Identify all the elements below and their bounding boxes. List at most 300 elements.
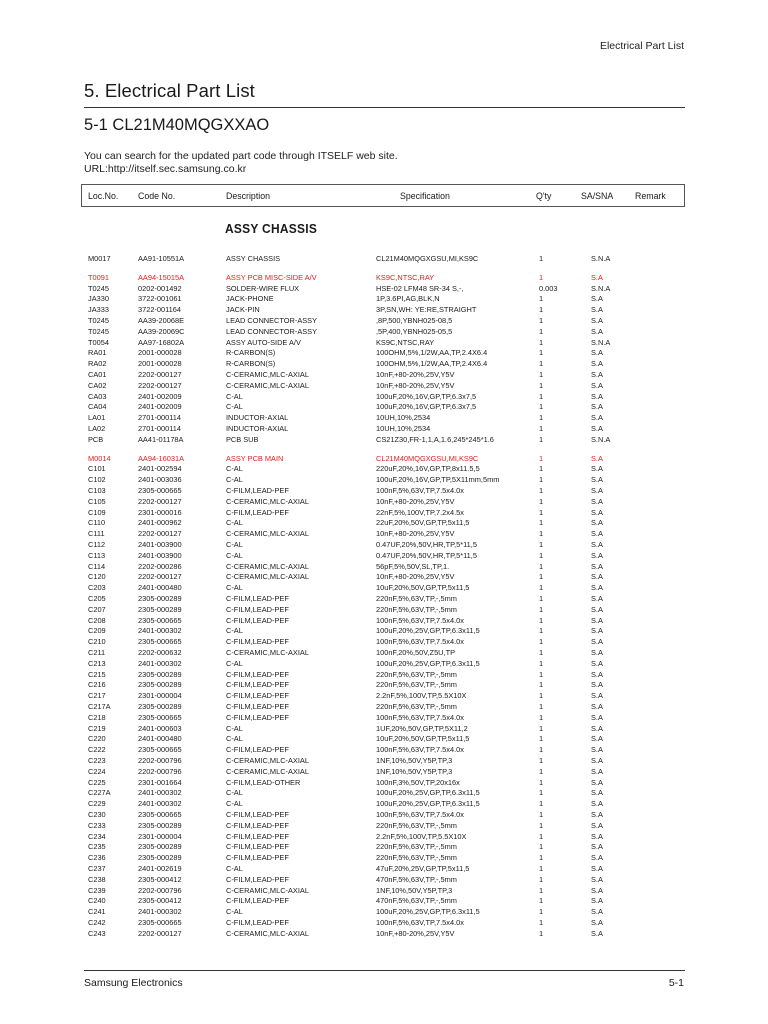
cell-code: 2202-000127 — [138, 529, 182, 539]
cell-spec: 3P,SN,WH: YE:RE,STRAIGHT — [376, 305, 477, 315]
cell-spec: 10uF,20%,50V,GP,TP,5x11,5 — [376, 583, 470, 593]
table-row — [0, 604, 768, 615]
cell-qty: 1 — [539, 896, 544, 906]
col-header-code: Code No. — [138, 191, 176, 201]
cell-spec: 100nF,5%,63V,TP,7.5x4.0x — [376, 918, 464, 927]
cell-code: 2305-000289 — [138, 702, 182, 711]
cell-loc: C218 — [88, 712, 106, 722]
cell-sa: S.A — [591, 874, 603, 884]
cell-loc: C120 — [88, 572, 106, 582]
cell-code: 2401-000302 — [138, 626, 182, 636]
section-title: 5-1 CL21M40MQGXXAO — [84, 116, 270, 134]
cell-sa: S.A — [591, 507, 603, 517]
table-row — [0, 496, 768, 507]
intro-line-1: You can search for the updated part code through ITSELF web site. — [84, 150, 398, 162]
cell-qty: 1 — [539, 540, 544, 549]
table-row — [0, 766, 768, 777]
cell-desc: C-AL — [226, 540, 243, 549]
cell-code: 2401-002009 — [138, 391, 182, 401]
cell-sa: S.A — [591, 756, 603, 765]
cell-sa: S.A — [591, 453, 603, 463]
cell-loc: M0017 — [88, 254, 111, 263]
table-row — [0, 474, 768, 485]
cell-desc: R-CARBON(S) — [226, 359, 276, 369]
cell-spec: 100OHM,5%,1/2W,AA,TP,2.4X6.4 — [376, 348, 488, 358]
cell-desc: C-AL — [226, 799, 243, 809]
cell-qty: 1 — [539, 529, 544, 539]
cell-sa: S.A — [591, 518, 603, 528]
cell-desc: C-FILM,LEAD-PEF — [226, 669, 289, 679]
cell-spec: 0.47UF,20%,50V,HR,TP,5*11,5 — [376, 540, 477, 549]
cell-code: 2202-000796 — [138, 766, 182, 776]
cell-loc: C114 — [88, 561, 106, 571]
cell-sa: S.A — [591, 658, 603, 668]
cell-sa: S.A — [591, 561, 603, 571]
cell-code: 2301-000004 — [138, 691, 182, 701]
cell-sa: S.A — [591, 648, 603, 657]
cell-qty: 1 — [539, 756, 544, 765]
cell-loc: T0245 — [88, 316, 109, 325]
cell-spec: 100nF,5%,63V,TP,7.5x4.0x — [376, 637, 464, 647]
cell-qty: 1 — [539, 810, 544, 819]
cell-code: 2202-000127 — [138, 370, 182, 379]
intro-line-2: URL:http://itself.sec.samsung.co.kr — [84, 163, 247, 175]
cell-code: 2305-000665 — [138, 918, 182, 927]
table-row — [0, 863, 768, 874]
cell-spec: 47uF,20%,25V,GP,TP,5x11,5 — [376, 864, 470, 873]
cell-sa: S.A — [591, 853, 603, 863]
cell-spec: 100uF,20%,25V,GP,TP,6.3x11,5 — [376, 788, 480, 798]
cell-sa: S.A — [591, 810, 603, 819]
table-row — [0, 777, 768, 788]
cell-code: 2305-000289 — [138, 669, 182, 679]
cell-loc: C236 — [88, 853, 106, 863]
cell-loc: CA02 — [88, 380, 107, 390]
cell-qty: 1 — [539, 326, 544, 336]
cell-desc: C-AL — [226, 723, 243, 733]
cell-loc: C208 — [88, 615, 106, 625]
table-row — [0, 283, 768, 294]
cell-code: 2001-000028 — [138, 348, 182, 358]
table-row — [0, 820, 768, 831]
chapter-title: 5. Electrical Part List — [84, 80, 255, 101]
cell-code: 2305-000412 — [138, 896, 182, 906]
cell-sa: S.A — [591, 918, 603, 927]
table-row — [0, 733, 768, 744]
cell-desc: C-FILM,LEAD-PEF — [226, 918, 289, 927]
cell-code: 0202-001492 — [138, 283, 182, 293]
cell-spec: 220nF,5%,63V,TP,-,5mm — [376, 820, 457, 830]
cell-sa: S.A — [591, 842, 603, 852]
footer-rule — [84, 970, 685, 971]
cell-desc: C-AL — [226, 583, 243, 593]
cell-code: 2701-000114 — [138, 424, 182, 433]
cell-loc: C219 — [88, 723, 106, 733]
cell-desc: C-FILM,LEAD-PEF — [226, 604, 289, 614]
cell-desc: C-FILM,LEAD-PEF — [226, 896, 289, 906]
cell-code: 2305-000289 — [138, 853, 182, 863]
table-row — [0, 723, 768, 734]
cell-spec: 1UF,20%,50V,GP,TP,5X11,2 — [376, 723, 468, 733]
cell-spec: 100uF,20%,25V,GP,TP,6.3x11,5 — [376, 626, 480, 636]
cell-sa: S.A — [591, 820, 603, 830]
cell-spec: 1NF,10%,50V,Y5P,TP,3 — [376, 885, 453, 895]
cell-desc: ASSY AUTO-SIDE A/V — [226, 337, 301, 347]
cell-sa: S.A — [591, 615, 603, 625]
cell-code: 2202-000127 — [138, 496, 182, 506]
cell-code: AA94-15015A — [138, 272, 185, 282]
cell-loc: C203 — [88, 583, 106, 593]
cell-qty: 1 — [539, 788, 544, 798]
cell-spec: 10nF,+80-20%,25V,Y5V — [376, 928, 455, 938]
cell-desc: C-CERAMIC,MLC-AXIAL — [226, 766, 309, 776]
cell-code: 2701-000114 — [138, 413, 182, 423]
cell-qty: 1 — [539, 380, 544, 390]
cell-desc: ASSY PCB MAIN — [226, 453, 284, 463]
cell-qty: 1 — [539, 723, 544, 733]
cell-spec: 220nF,5%,63V,TP,-,5mm — [376, 702, 457, 711]
cell-sa: S.A — [591, 496, 603, 506]
table-row — [0, 647, 768, 658]
cell-sa: S.A — [591, 583, 603, 593]
cell-qty: 1 — [539, 550, 544, 560]
cell-desc: LEAD CONNECTOR-ASSY — [226, 326, 318, 336]
cell-sa: S.N.A — [591, 254, 611, 263]
table-row — [0, 347, 768, 358]
cell-qty: 1 — [539, 885, 544, 895]
cell-sa: S.A — [591, 540, 603, 549]
cell-code: 2401-000962 — [138, 518, 182, 528]
cell-loc: C234 — [88, 831, 106, 841]
cell-loc: C242 — [88, 918, 106, 927]
table-row — [0, 550, 768, 561]
cell-code: 2301-000016 — [138, 507, 182, 517]
cell-sa: S.A — [591, 734, 603, 744]
cell-desc: LEAD CONNECTOR-ASSY — [226, 316, 318, 325]
cell-sa: S.A — [591, 529, 603, 539]
cell-desc: C-CERAMIC,MLC-AXIAL — [226, 572, 309, 582]
cell-desc: C-AL — [226, 788, 243, 798]
cell-loc: C240 — [88, 896, 106, 906]
cell-code: 2305-000289 — [138, 594, 182, 603]
cell-desc: C-CERAMIC,MLC-AXIAL — [226, 380, 309, 390]
cell-loc: C103 — [88, 486, 106, 495]
cell-code: 2305-000665 — [138, 810, 182, 819]
cell-spec: 10nF,+80-20%,25V,Y5V — [376, 496, 455, 506]
cell-desc: C-FILM,LEAD-PEF — [226, 680, 289, 690]
cell-sa: S.A — [591, 464, 603, 474]
cell-sa: S.A — [591, 272, 603, 282]
cell-qty: 1 — [539, 294, 544, 304]
cell-qty: 1 — [539, 874, 544, 884]
cell-qty: 1 — [539, 658, 544, 668]
cell-spec: 100nF,5%,63V,TP,7.5x4.0x — [376, 745, 464, 755]
cell-loc: C102 — [88, 475, 106, 485]
cell-loc: C225 — [88, 777, 106, 787]
cell-qty: 1 — [539, 712, 544, 722]
cell-sa: S.A — [591, 413, 603, 423]
cell-sa: S.A — [591, 326, 603, 336]
cell-desc: C-FILM,LEAD-PEF — [226, 486, 289, 495]
cell-sa: S.A — [591, 305, 603, 315]
cell-code: AA39-20069C — [138, 326, 185, 336]
table-row — [0, 507, 768, 518]
cell-loc: T0054 — [88, 337, 109, 347]
cell-qty: 1 — [539, 842, 544, 852]
cell-loc: C223 — [88, 756, 106, 765]
cell-loc: JA333 — [88, 305, 109, 315]
cell-spec: 470nF,5%,63V,TP,-,5mm — [376, 896, 457, 906]
cell-code: 2401-000302 — [138, 907, 182, 917]
cell-code: 2401-002594 — [138, 464, 182, 474]
cell-sa: S.A — [591, 348, 603, 358]
cell-qty: 1 — [539, 348, 544, 358]
cell-loc: PCB — [88, 434, 104, 444]
cell-desc: C-CERAMIC,MLC-AXIAL — [226, 370, 309, 379]
cell-loc: JA330 — [88, 294, 109, 304]
cell-desc: R-CARBON(S) — [226, 348, 276, 358]
table-row — [0, 304, 768, 315]
table-row — [0, 679, 768, 690]
cell-desc: C-CERAMIC,MLC-AXIAL — [226, 529, 309, 539]
cell-loc: C224 — [88, 766, 106, 776]
cell-code: 2202-000796 — [138, 756, 182, 765]
table-row — [0, 625, 768, 636]
cell-code: 2305-000665 — [138, 615, 182, 625]
table-row — [0, 831, 768, 842]
cell-qty: 1 — [539, 272, 544, 282]
table-row — [0, 593, 768, 604]
table-row — [0, 358, 768, 369]
table-row — [0, 539, 768, 550]
cell-desc: ASSY CHASSIS — [226, 254, 281, 263]
cell-code: 2305-000289 — [138, 820, 182, 830]
cell-spec: ,5P,400,YBNH025-05,5 — [376, 326, 453, 336]
cell-spec: 220nF,5%,63V,TP,-,5mm — [376, 842, 457, 852]
table-row — [0, 423, 768, 434]
cell-desc: C-FILM,LEAD-PEF — [226, 853, 289, 863]
table-row — [0, 928, 768, 939]
cell-qty: 1 — [539, 928, 544, 938]
table-row — [0, 701, 768, 712]
cell-code: 2401-000480 — [138, 583, 182, 593]
cell-desc: C-FILM,LEAD-PEF — [226, 702, 289, 711]
cell-code: 2305-000289 — [138, 842, 182, 852]
cell-spec: 100nF,5%,63V,TP,7.5x4.0x — [376, 615, 464, 625]
cell-qty: 1 — [539, 496, 544, 506]
cell-loc: C113 — [88, 550, 106, 560]
cell-spec: CL21M40MQGXGSU,MI,KS9C — [376, 254, 479, 263]
cell-loc: C207 — [88, 604, 106, 614]
cell-spec: 100uF,20%,16V,GP,TP,6.3x7,5 — [376, 391, 477, 401]
cell-loc: C239 — [88, 885, 106, 895]
cell-code: 2401-000302 — [138, 799, 182, 809]
cell-qty: 1 — [539, 507, 544, 517]
col-header-spec: Specification — [400, 191, 450, 201]
cell-desc: C-CERAMIC,MLC-AXIAL — [226, 756, 309, 765]
cell-code: 2202-000632 — [138, 648, 182, 657]
cell-spec: 100OHM,5%,1/2W,AA,TP,2.4X6.4 — [376, 359, 488, 369]
cell-spec: 1NF,10%,50V,Y5P,TP,3 — [376, 756, 453, 765]
footer-publisher: Samsung Electronics — [84, 977, 183, 989]
cell-loc: C216 — [88, 680, 106, 690]
cell-code: 2202-000127 — [138, 572, 182, 582]
running-head: Electrical Part List — [599, 40, 684, 52]
cell-code: 2305-000665 — [138, 486, 182, 495]
cell-sa: S.A — [591, 777, 603, 787]
cell-spec: CL21M40MQGXGSU,MI,KS9C — [376, 453, 479, 463]
cell-spec: 0.47UF,20%,50V,HR,TP,5*11,5 — [376, 550, 477, 560]
cell-qty: 1 — [539, 453, 544, 463]
cell-sa: S.A — [591, 680, 603, 690]
table-row — [0, 380, 768, 391]
cell-code: 2301-000004 — [138, 831, 182, 841]
cell-desc: C-FILM,LEAD-PEF — [226, 712, 289, 722]
cell-loc: C112 — [88, 540, 106, 549]
cell-qty: 1 — [539, 583, 544, 593]
cell-qty: 1 — [539, 464, 544, 474]
cell-qty: 1 — [539, 370, 544, 379]
cell-sa: S.A — [591, 745, 603, 755]
cell-qty: 1 — [539, 777, 544, 787]
cell-qty: 1 — [539, 486, 544, 495]
cell-qty: 0.003 — [539, 283, 558, 293]
cell-code: 2301-001664 — [138, 777, 182, 787]
cell-desc: C-CERAMIC,MLC-AXIAL — [226, 561, 309, 571]
cell-qty: 1 — [539, 561, 544, 571]
cell-desc: C-FILM,LEAD-PEF — [226, 820, 289, 830]
cell-qty: 1 — [539, 637, 544, 647]
cell-sa: S.A — [591, 594, 603, 603]
cell-desc: C-AL — [226, 518, 243, 528]
cell-code: AA94-16031A — [138, 453, 185, 463]
cell-desc: C-CERAMIC,MLC-AXIAL — [226, 928, 309, 938]
cell-code: AA41-01178A — [138, 434, 184, 444]
cell-spec: 10UH,10%,2534 — [376, 413, 431, 423]
cell-code: 2202-000796 — [138, 885, 182, 895]
table-row — [0, 755, 768, 766]
cell-spec: ,8P,500,YBNH025-08,5 — [376, 316, 453, 325]
cell-code: 2401-003900 — [138, 550, 182, 560]
cell-sa: S.A — [591, 712, 603, 722]
col-header-sa: SA/SNA — [581, 191, 614, 201]
cell-desc: C-AL — [226, 402, 243, 412]
cell-loc: LA01 — [88, 413, 106, 423]
cell-qty: 1 — [539, 799, 544, 809]
cell-desc: INDUCTOR-AXIAL — [226, 413, 289, 423]
cell-code: 2202-000127 — [138, 380, 182, 390]
cell-sa: S.A — [591, 669, 603, 679]
cell-qty: 1 — [539, 766, 544, 776]
cell-desc: C-AL — [226, 734, 243, 744]
cell-loc: C220 — [88, 734, 106, 744]
cell-loc: T0091 — [88, 272, 109, 282]
cell-qty: 1 — [539, 305, 544, 315]
table-row — [0, 253, 768, 264]
cell-qty: 1 — [539, 475, 544, 485]
col-header-qty: Q'ty — [536, 191, 552, 201]
table-row — [0, 485, 768, 496]
col-header-loc: Loc.No. — [88, 191, 119, 201]
cell-spec: 2.2nF,5%,100V,TP,5.5X10X — [376, 691, 467, 701]
cell-code: 2401-003036 — [138, 475, 182, 485]
cell-desc: C-AL — [226, 626, 243, 636]
cell-desc: C-AL — [226, 391, 243, 401]
table-row — [0, 326, 768, 337]
cell-loc: RA01 — [88, 348, 107, 358]
cell-qty: 1 — [539, 626, 544, 636]
cell-sa: S.A — [591, 572, 603, 582]
cell-code: 2401-003900 — [138, 540, 182, 549]
table-row — [0, 369, 768, 380]
cell-loc: C217 — [88, 691, 106, 701]
cell-spec: 100nF,5%,63V,TP,7.5x4.0x — [376, 712, 464, 722]
cell-qty: 1 — [539, 424, 544, 433]
table-row — [0, 917, 768, 928]
cell-code: 2305-000412 — [138, 874, 182, 884]
cell-sa: S.A — [591, 424, 603, 433]
table-row — [0, 517, 768, 528]
cell-desc: C-FILM,LEAD-PEF — [226, 842, 289, 852]
cell-spec: 220uF,20%,16V,GP,TP,8x11.5,5 — [376, 464, 480, 474]
cell-qty: 1 — [539, 734, 544, 744]
cell-sa: S.A — [591, 604, 603, 614]
cell-spec: 220nF,5%,63V,TP,-,5mm — [376, 594, 457, 603]
cell-sa: S.A — [591, 626, 603, 636]
cell-desc: C-AL — [226, 864, 243, 873]
cell-code: 2401-000302 — [138, 788, 182, 798]
cell-qty: 1 — [539, 918, 544, 927]
cell-qty: 1 — [539, 254, 544, 263]
table-row — [0, 809, 768, 820]
cell-qty: 1 — [539, 680, 544, 690]
cell-code: 2401-002009 — [138, 402, 182, 412]
cell-spec: 10nF,+80-20%,25V,Y5V — [376, 572, 455, 582]
cell-spec: CS21Z30,FR-1,1,A,1.6,245*245*1.6 — [376, 434, 494, 444]
cell-loc: T0245 — [88, 283, 109, 293]
cell-desc: C-AL — [226, 658, 243, 668]
cell-code: 2202-000286 — [138, 561, 182, 571]
cell-spec: 22nF,5%,100V,TP,7.2x4.5x — [376, 507, 464, 517]
cell-desc: C-FILM,LEAD-PEF — [226, 745, 289, 755]
cell-qty: 1 — [539, 413, 544, 423]
table-row — [0, 615, 768, 626]
cell-spec: 100nF,5%,63V,TP,7.5x4.0x — [376, 810, 464, 819]
cell-loc: C230 — [88, 810, 106, 819]
cell-desc: C-FILM,LEAD-PEF — [226, 637, 289, 647]
cell-desc: C-AL — [226, 907, 243, 917]
table-row — [0, 841, 768, 852]
cell-qty: 1 — [539, 316, 544, 325]
cell-loc: C109 — [88, 507, 106, 517]
cell-code: 2305-000289 — [138, 604, 182, 614]
cell-qty: 1 — [539, 907, 544, 917]
cell-loc: RA02 — [88, 359, 107, 369]
cell-sa: S.A — [591, 907, 603, 917]
cell-sa: S.A — [591, 864, 603, 873]
cell-spec: 10nF,+80-20%,25V,Y5V — [376, 380, 455, 390]
cell-spec: 470nF,5%,63V,TP,-,5mm — [376, 874, 457, 884]
cell-qty: 1 — [539, 594, 544, 603]
cell-loc: T0245 — [88, 326, 109, 336]
cell-loc: C233 — [88, 820, 106, 830]
cell-spec: HSE-02 LFM48 SR-34 S,-, — [376, 283, 464, 293]
cell-desc: C-AL — [226, 475, 243, 485]
table-row — [0, 463, 768, 474]
cell-sa: S.A — [591, 486, 603, 495]
table-row — [0, 787, 768, 798]
cell-loc: C205 — [88, 594, 106, 603]
